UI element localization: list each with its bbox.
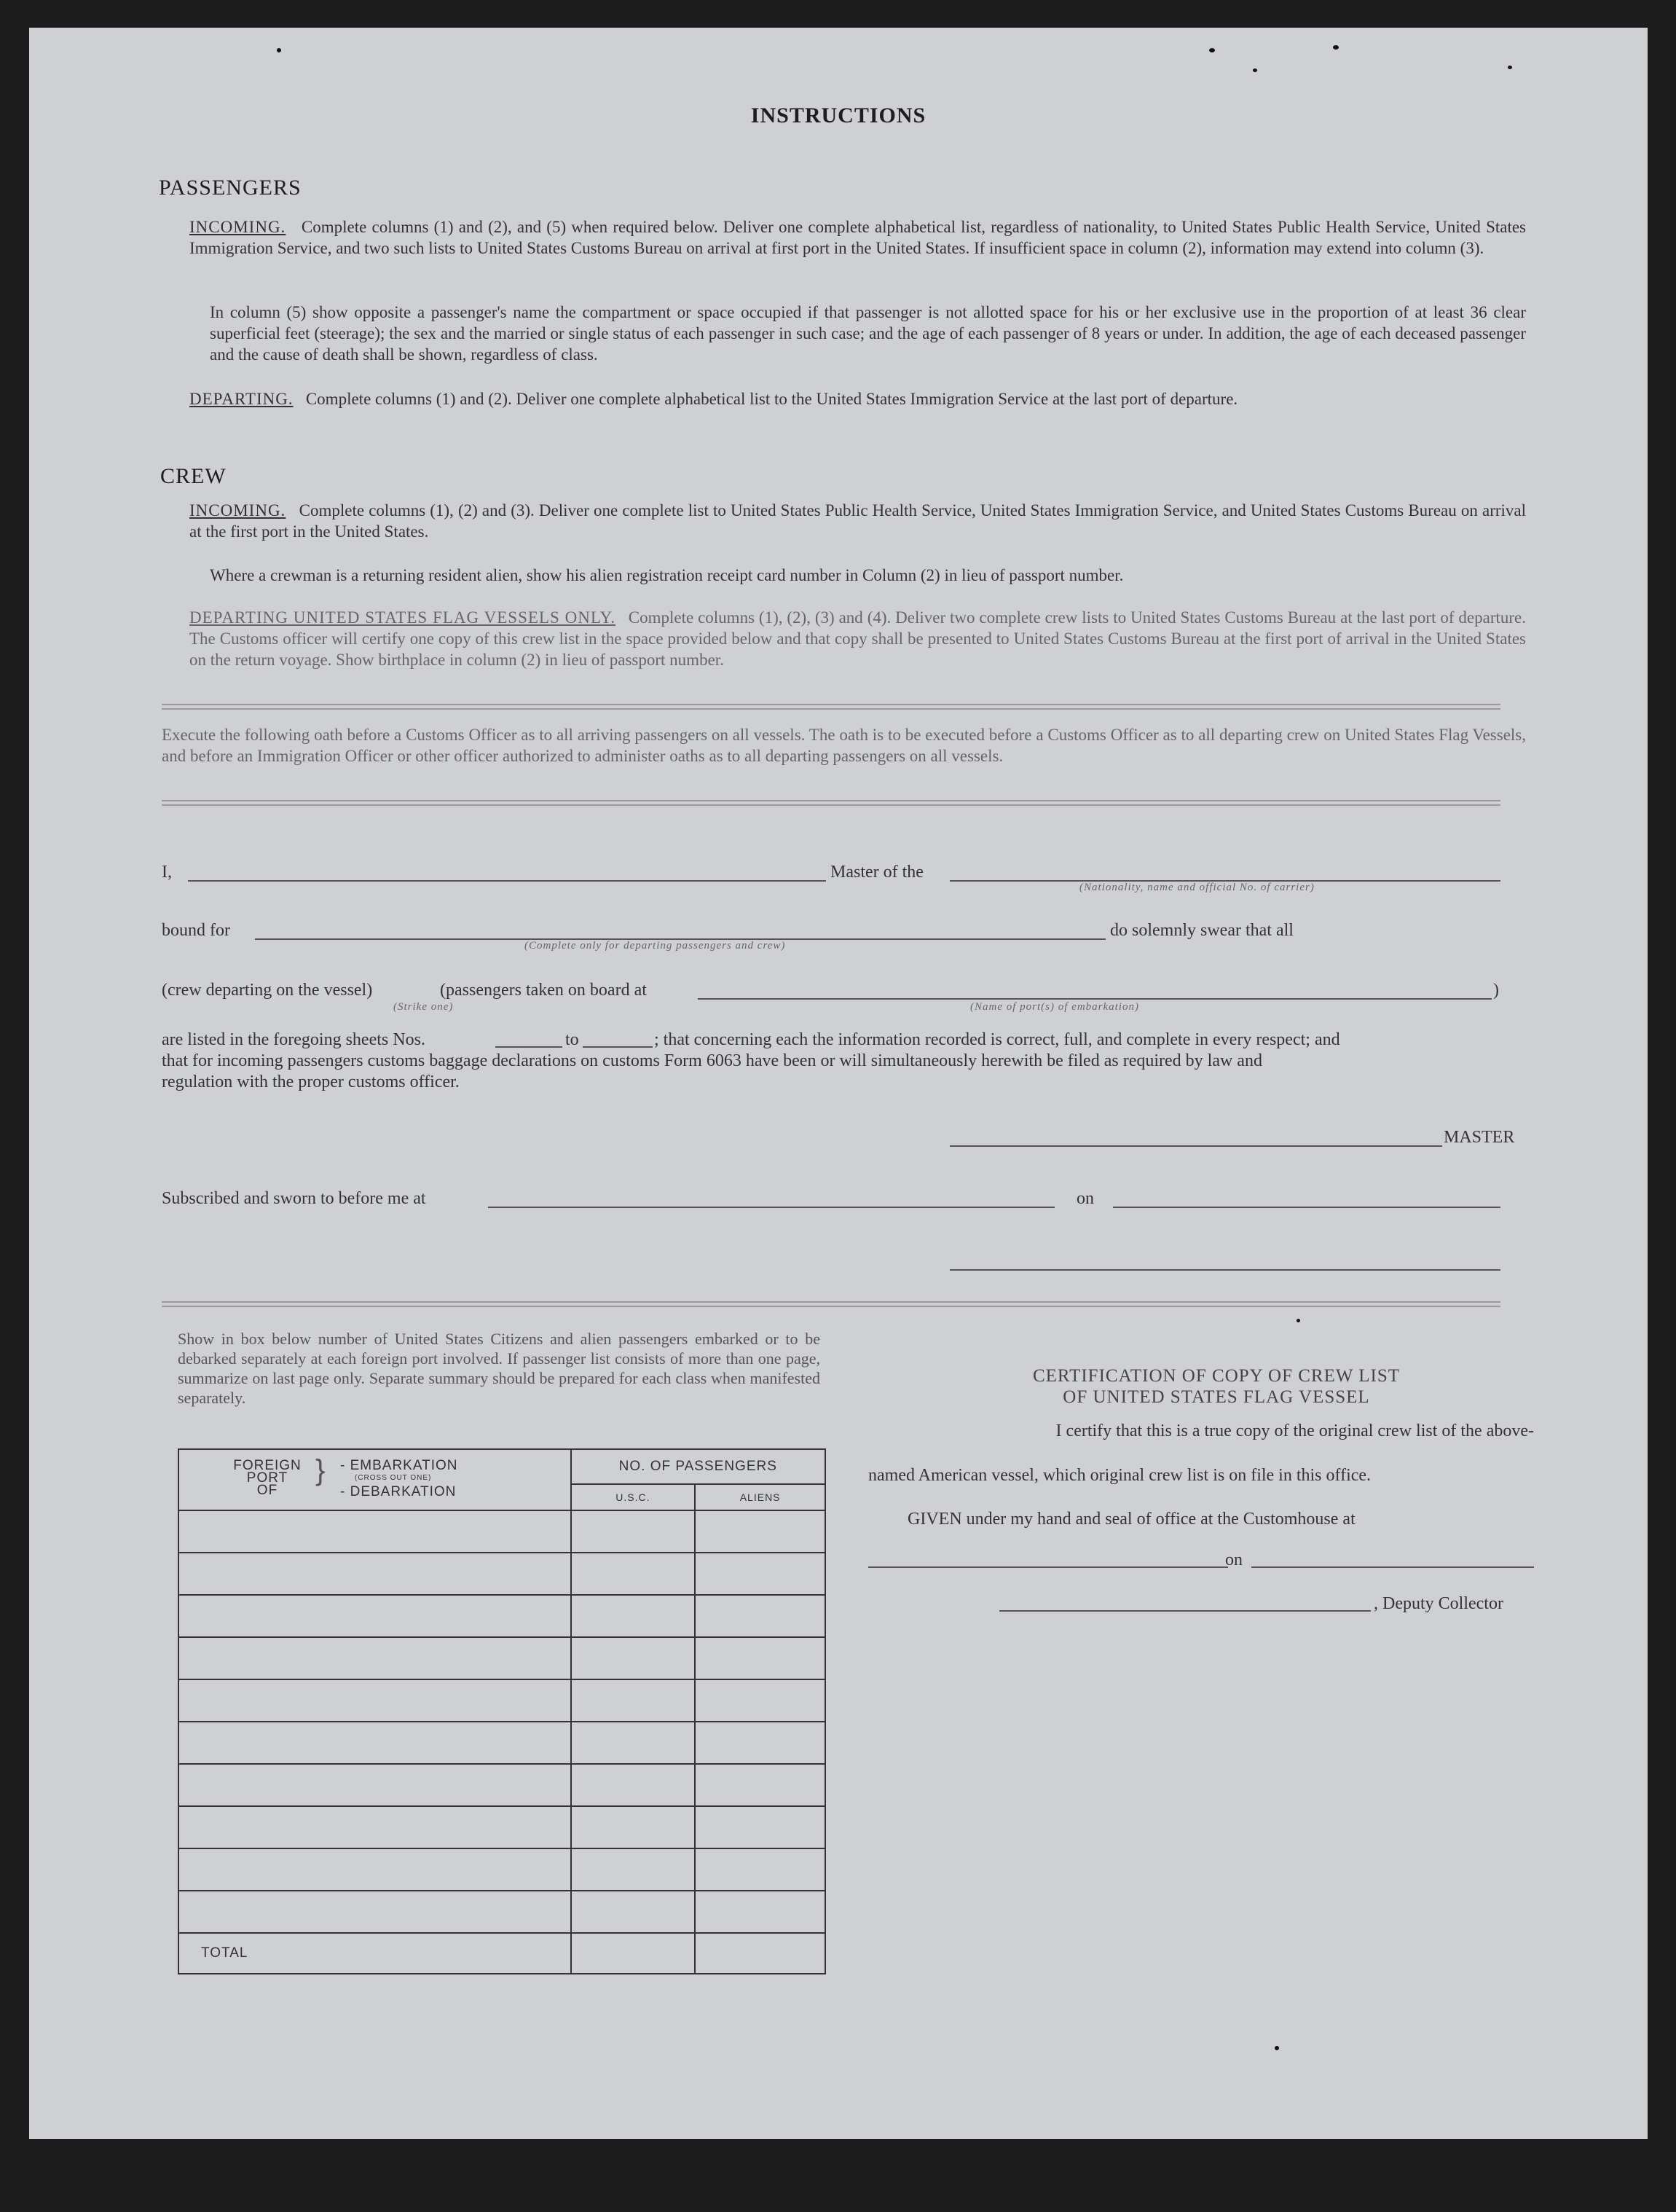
passengers-incoming-text: Complete columns (1) and (2), and (5) when required below. Deliver one complete alphabetical list, regardless of nationality, to United States Public Health Service, United States Immigration Service, and two such lists to United States Customs Bureau on arrival at first port in the United States. If insufficient space in column (2), information may extend into column (3). <box>189 218 1527 257</box>
passengers-column5-paragraph: In column (5) show opposite a passenger's name the compartment or space occupied if that passenger is not allotted space for his or her exclusive use in the proportion of at least 36 clear superficial feet (steerage); the sex and the married or single status of each passenger in such case; and the age of each passenger of 8 years or under. In addition, the age of each deceased passenger and the cause of death shall be shown, regardless of class. <box>210 303 1526 364</box>
certification-heading-line2: OF UNITED STATES FLAG VESSEL <box>1063 1387 1370 1407</box>
ink-speck <box>1333 45 1339 50</box>
summary-row <box>178 1722 825 1764</box>
crew-heading: CREW <box>160 464 227 488</box>
certify-line2: named American vessel, which original crew list is on file in this office. <box>868 1466 1372 1485</box>
summary-row <box>178 1595 825 1637</box>
port-cell[interactable] <box>178 1764 571 1806</box>
foreign-port-of-label <box>224 1459 311 1497</box>
strike-one-caption: (Strike one) <box>393 1001 454 1013</box>
officer-signature-field[interactable] <box>950 1269 1500 1271</box>
aliens-cell[interactable] <box>695 1510 825 1553</box>
aliens-cell[interactable] <box>695 1848 825 1891</box>
sheet-from-field[interactable] <box>495 1046 562 1048</box>
aliens-cell[interactable] <box>695 1679 825 1722</box>
ink-speck <box>277 48 281 52</box>
passengers-heading: PASSENGERS <box>159 176 302 200</box>
aliens-cell[interactable] <box>695 1595 825 1637</box>
usc-cell[interactable] <box>571 1891 696 1933</box>
port-cell[interactable] <box>178 1806 571 1848</box>
passengers-departing-text: Complete columns (1) and (2). Deliver one complete alphabetical list to the United States Immigration Service at the last port of departure. <box>305 390 1238 408</box>
summary-row <box>178 1679 825 1722</box>
crew-incoming-lead: INCOMING. <box>189 501 286 519</box>
close-paren: ) <box>1493 981 1499 1000</box>
summary-instruction: Show in box below number of United States Citizens and alien passengers embarked or to be debarked separately at each foreign port involved. If passenger list consists of more than one page, summarize on last page only. Separate summary should be prepared for each class when manifested separately. <box>178 1330 820 1407</box>
customhouse-field[interactable] <box>868 1566 1228 1568</box>
foreign-label: FOREIGN <box>233 1458 302 1473</box>
ink-speck <box>1275 2046 1279 2050</box>
crew-incoming-text: Complete columns (1), (2) and (3). Deliver one complete list to United States Public Health Service, United States Immigration Service, and United States Customs Bureau on arrival at the first port in the United States. <box>189 501 1527 541</box>
embarkation-option[interactable]: - EMBARKATION <box>340 1458 458 1473</box>
total-usc-cell[interactable] <box>571 1933 696 1974</box>
ports-caption: (Name of port(s) of embarkation) <box>970 1001 1139 1013</box>
deputy-signature-field[interactable] <box>999 1610 1371 1612</box>
aliens-header: ALIENS <box>695 1484 825 1510</box>
usc-cell[interactable] <box>571 1679 696 1722</box>
usc-cell[interactable] <box>571 1848 696 1891</box>
listed-label-a: are listed in the foregoing sheets Nos. <box>162 1030 425 1049</box>
brace-glyph: } <box>315 1454 326 1486</box>
debarkation-option[interactable]: - DEBARKATION <box>340 1484 457 1499</box>
cross-out-one-caption: (CROSS OUT ONE) <box>355 1474 432 1482</box>
sheet-to-field[interactable] <box>583 1046 653 1048</box>
sworn-date-field[interactable] <box>1113 1207 1500 1208</box>
section-divider-2 <box>162 800 1500 806</box>
swear-label: do solemnly swear that all <box>1110 921 1294 940</box>
crew-departing-option[interactable]: (crew departing on the vessel) <box>162 981 373 1000</box>
listed-label-d: regulation with the proper customs officer. <box>162 1072 460 1091</box>
summary-rows <box>178 1510 825 1933</box>
usc-cell[interactable] <box>571 1637 696 1679</box>
ink-speck <box>1508 66 1512 69</box>
of-label: OF <box>256 1483 278 1498</box>
summary-row <box>178 1764 825 1806</box>
total-aliens-cell[interactable] <box>695 1933 825 1974</box>
passengers-taken-option[interactable]: (passengers taken on board at <box>440 981 647 1000</box>
aliens-cell[interactable] <box>695 1891 825 1933</box>
crew-incoming-paragraph <box>189 500 1526 542</box>
oath-i-label: I, <box>162 863 172 882</box>
usc-cell[interactable] <box>571 1510 696 1553</box>
port-label: PORT <box>246 1470 288 1486</box>
passengers-incoming-lead: INCOMING. <box>189 218 286 236</box>
cert-on-label: on <box>1225 1550 1243 1569</box>
usc-cell[interactable] <box>571 1553 696 1595</box>
passengers-incoming-paragraph <box>189 216 1526 259</box>
passengers-departing-lead: DEPARTING. <box>189 390 294 408</box>
port-header-cell <box>178 1449 571 1510</box>
aliens-cell[interactable] <box>695 1806 825 1848</box>
certification-heading <box>896 1365 1537 1408</box>
usc-cell[interactable] <box>571 1722 696 1764</box>
usc-cell[interactable] <box>571 1806 696 1848</box>
usc-cell[interactable] <box>571 1595 696 1637</box>
form-sheet <box>29 28 1648 2139</box>
passenger-summary-table <box>178 1448 826 1974</box>
usc-cell[interactable] <box>571 1764 696 1806</box>
section-divider-3 <box>162 1301 1500 1307</box>
section-divider-1 <box>162 704 1500 710</box>
port-cell[interactable] <box>178 1510 571 1553</box>
crew-departing-paragraph <box>189 607 1526 670</box>
summary-row <box>178 1806 825 1848</box>
master-signature-field[interactable] <box>950 1145 1442 1147</box>
given-line: GIVEN under my hand and seal of office at the Customhouse at <box>908 1510 1356 1529</box>
port-cell[interactable] <box>178 1553 571 1595</box>
subscribed-label: Subscribed and sworn to before me at <box>162 1189 426 1208</box>
page-title: INSTRUCTIONS <box>750 103 926 128</box>
port-cell[interactable] <box>178 1595 571 1637</box>
summary-row <box>178 1553 825 1595</box>
aliens-cell[interactable] <box>695 1764 825 1806</box>
master-label: MASTER <box>1444 1128 1515 1147</box>
listed-label-b: ; that concerning each the information recorded is correct, full, and complete in every respect; and <box>654 1030 1340 1049</box>
listed-to-label: to <box>565 1030 579 1049</box>
crew-alien-paragraph: Where a crewman is a returning resident alien, show his alien registration receipt card number in Column (2) in lieu of passport number. <box>210 566 1124 584</box>
port-cell[interactable] <box>178 1722 571 1764</box>
port-cell[interactable] <box>178 1848 571 1891</box>
sworn-on-label: on <box>1077 1189 1094 1208</box>
no-of-passengers-header: NO. OF PASSENGERS <box>571 1449 825 1484</box>
port-cell[interactable] <box>178 1637 571 1679</box>
summary-row <box>178 1891 825 1933</box>
oath-instruction: Execute the following oath before a Customs Officer as to all arriving passengers on all vessels. The oath is to be executed before a Customs Officer as to all departing crew on United States Flag Vessels, and before an Immigration Officer or other officer authorized to administer oaths as to all departing passengers on all vessels. <box>162 726 1526 765</box>
deputy-collector-label: , Deputy Collector <box>1374 1594 1503 1613</box>
master-name-field[interactable] <box>188 880 826 882</box>
embarkation-ports-field[interactable] <box>698 998 1492 1000</box>
usc-header: U.S.C. <box>571 1484 696 1510</box>
aliens-cell[interactable] <box>695 1722 825 1764</box>
complete-only-caption: (Complete only for departing passengers and crew) <box>524 940 786 952</box>
crew-departing-text: Complete columns (1), (2), (3) and (4). Deliver two complete crew lists to United States Customs Bureau at the last port of departure. The Customs officer will certify one copy of this crew list in the space provided below and that copy shall be presented to United States Customs Bureau at the first port of arrival in the United States on the return voyage. Show birthplace in column (2) in lieu of passport number. <box>189 608 1527 669</box>
port-cell[interactable] <box>178 1679 571 1722</box>
sworn-place-field[interactable] <box>488 1207 1055 1208</box>
aliens-cell[interactable] <box>695 1553 825 1595</box>
total-label: TOTAL <box>178 1933 571 1974</box>
certification-heading-line1: CERTIFICATION OF COPY OF CREW LIST <box>1032 1366 1401 1386</box>
certify-line1: I certify that this is a true copy of the original crew list of the above- <box>1055 1421 1534 1440</box>
crew-departing-lead: DEPARTING UNITED STATES FLAG VESSELS ONLY. <box>189 608 616 627</box>
nationality-caption: (Nationality, name and official No. of carrier) <box>1079 882 1315 893</box>
summary-row <box>178 1637 825 1679</box>
summary-row <box>178 1848 825 1891</box>
passengers-departing-paragraph <box>189 388 1526 409</box>
ink-speck <box>1253 68 1257 72</box>
listed-label-c: that for incoming passengers customs baggage declarations on customs Form 6063 have been or will simultaneously herewith be filed as required by law and <box>162 1051 1262 1070</box>
master-of-the-label: Master of the <box>830 863 924 882</box>
bound-for-label: bound for <box>162 921 230 940</box>
port-cell[interactable] <box>178 1891 571 1933</box>
ink-speck <box>1297 1319 1300 1322</box>
ink-speck <box>1209 48 1215 52</box>
aliens-cell[interactable] <box>695 1637 825 1679</box>
cert-date-field[interactable] <box>1251 1566 1534 1568</box>
summary-row <box>178 1510 825 1553</box>
